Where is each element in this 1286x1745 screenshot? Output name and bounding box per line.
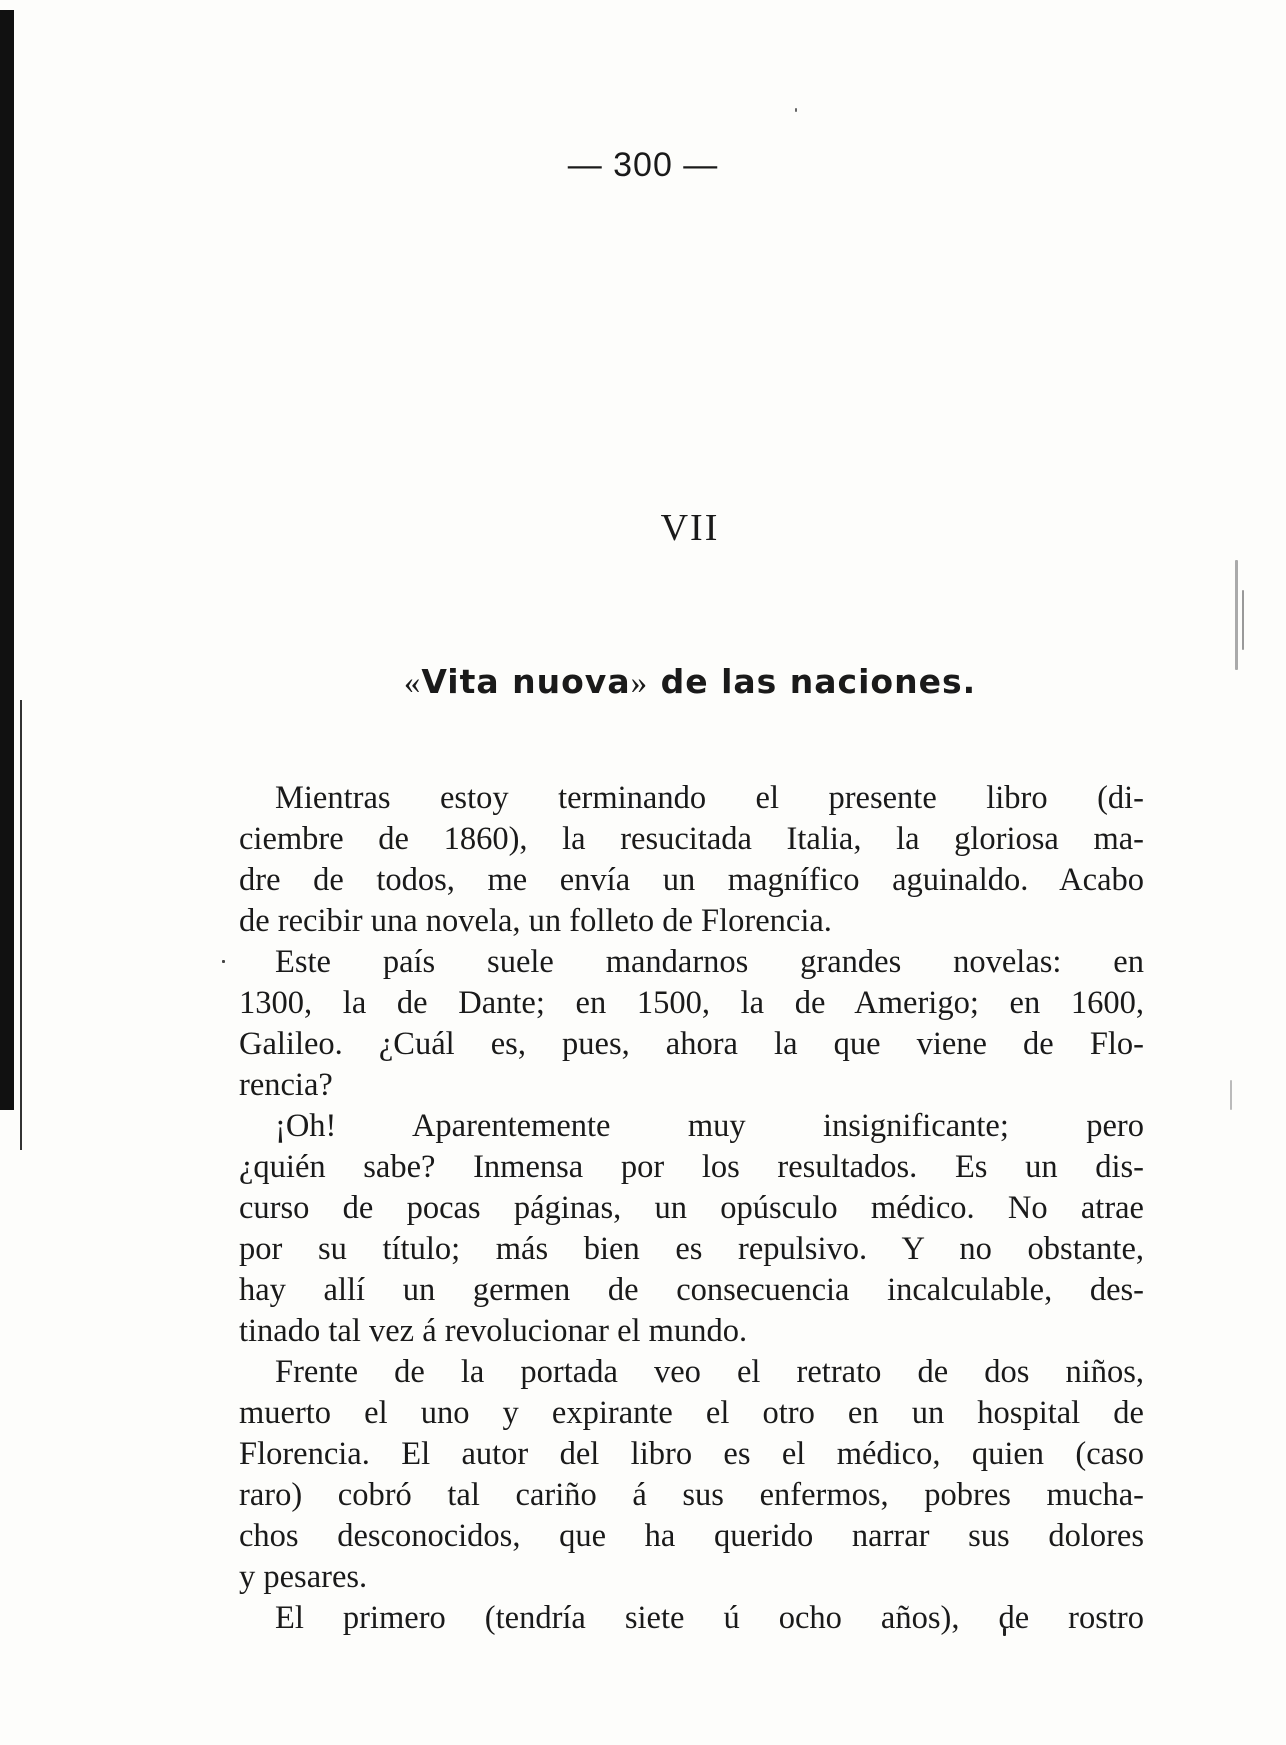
text-line: por su título; más bien es repulsivo. Y no obstante, (239, 1231, 1144, 1267)
page-number: — 300 — (567, 146, 719, 184)
text-line: Florencia. El autor del libro es el médico, quien (caso (239, 1436, 1144, 1472)
scan-speck (795, 108, 797, 112)
text-line: y pesares. (239, 1559, 368, 1595)
text-line: Este país suele mandarnos grandes novelas: en (275, 944, 1144, 980)
body-text (239, 778, 1144, 1639)
text-line: 1300, la de Dante; en 1500, la de Amerigo; en 1600, (239, 985, 1144, 1021)
chapter-title-open-quote: « (403, 665, 422, 701)
text-line: curso de pocas páginas, un opúsculo médico. No atrae (239, 1190, 1144, 1226)
chapter-numeral: VII (660, 507, 720, 549)
text-line: ¿quién sabe? Inmensa por los resultados. Es un dis- (239, 1149, 1144, 1185)
scan-speck (1235, 560, 1238, 670)
text-line: ¡Oh! Aparentemente muy insignificante; pero (275, 1108, 1144, 1144)
chapter-title-work: Vita nuova (421, 662, 631, 701)
text-line: El primero (tendría siete ú ocho años), de rostro (275, 1600, 1144, 1636)
scan-edge-line (20, 700, 22, 1150)
text-line: Mientras estoy terminando el presente libro (di- (275, 780, 1144, 816)
chapter-title-close-quote: » (630, 665, 649, 701)
text-line: raro) cobró tal cariño á sus enfermos, pobres mucha- (239, 1477, 1144, 1513)
text-line: Frente de la portada veo el retrato de dos niños, (275, 1354, 1144, 1390)
text-line: muerto el uno y expirante el otro en un hospital de (239, 1395, 1144, 1431)
text-line: hay allí un germen de consecuencia incalculable, des- (239, 1272, 1144, 1308)
text-line: Galileo. ¿Cuál es, pues, ahora la que viene de Flo- (239, 1026, 1144, 1062)
text-line: chos desconocidos, que ha querido narrar sus dolores (239, 1518, 1144, 1554)
text-line: de recibir una novela, un folleto de Florencia. (239, 903, 832, 939)
chapter-title-rest: de las naciones. (648, 662, 977, 701)
chapter-title (0, 662, 1286, 702)
text-line: ciembre de 1860), la resucitada Italia, la gloriosa ma- (239, 821, 1144, 857)
text-line: rencia? (239, 1067, 333, 1103)
scan-speck (222, 960, 225, 963)
text-line: tinado tal vez á revolucionar el mundo. (239, 1313, 748, 1349)
scan-speck (1242, 590, 1244, 650)
text-line: dre de todos, me envía un magnífico aguinaldo. Acabo (239, 862, 1144, 898)
scan-speck (1230, 1080, 1232, 1110)
